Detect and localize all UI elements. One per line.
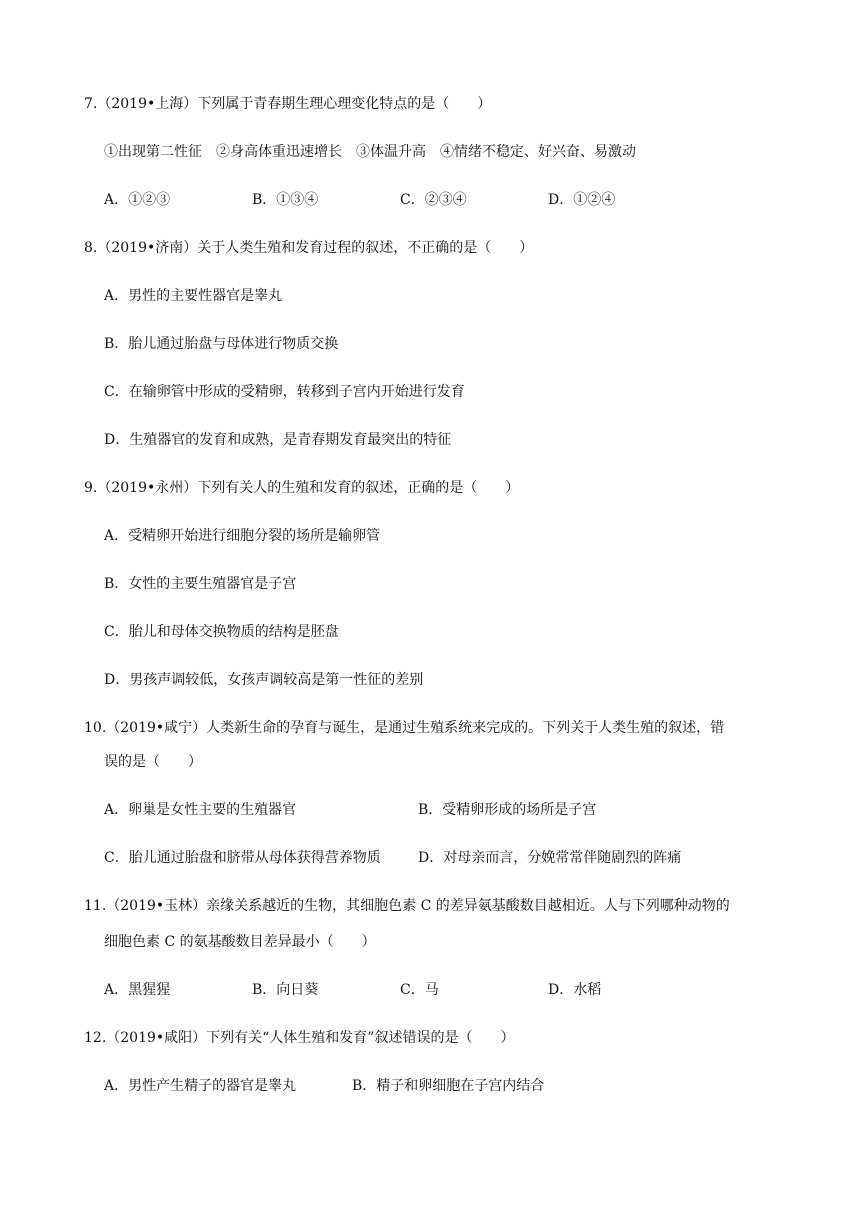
question-12-stem: 12.（2019•咸阳）下列有关“人体生殖和发育”叙述错误的是（ ） [84,1030,515,1046]
question-10-option-c: C．胎儿通过胎盘和脐带从母体获得营养物质 [104,850,381,866]
question-7-option-c: C．②③④ [400,192,467,208]
question-7-statement: ①出现第二性征 ②身高体重迅速增长 ③体温升高 ④情绪不稳定、好兴奋、易激动 [104,144,636,160]
question-10-option-a: A．卵巢是女性主要的生殖器官 [104,802,297,818]
question-8-stem: 8.（2019•济南）关于人类生殖和发育过程的叙述，不正确的是（ ） [84,240,534,256]
question-10-stem-continued: 误的是（ ） [104,754,202,770]
question-11-option-c: C．马 [400,982,439,998]
question-10-option-d: D．对母亲而言，分娩常常伴随剧烈的阵痛 [418,850,682,866]
question-11-option-a: A．黑猩猩 [104,982,171,998]
question-10-option-b: B．受精卵形成的场所是子宫 [418,802,597,818]
question-9-option-b: B．女性的主要生殖器官是子宫 [104,576,297,592]
question-10-stem: 10.（2019•咸宁）人类新生命的孕育与诞生，是通过生殖系统来完成的。下列关于人类生殖的叙述，错 [84,720,725,736]
question-9-option-c: C．胎儿和母体交换物质的结构是胚盘 [104,624,339,640]
question-8-option-c: C．在输卵管中形成的受精卵，转移到子宫内开始进行发育 [104,384,465,400]
question-8-option-a: A．男性的主要性器官是睾丸 [104,288,283,304]
question-11-option-b: B．向日葵 [252,982,319,998]
question-7-option-b: B．①③④ [252,192,319,208]
question-9-option-a: A．受精卵开始进行细胞分裂的场所是输卵管 [104,528,381,544]
question-8-option-b: B．胎儿通过胎盘与母体进行物质交换 [104,336,339,352]
question-11-stem-continued: 细胞色素 C 的氨基酸数目差异最小（ ） [104,934,376,950]
question-12-option-b: B．精子和卵细胞在子宫内结合 [352,1078,545,1094]
question-11-option-d: D．水稻 [548,982,602,998]
question-7-option-d: D．①②④ [548,192,616,208]
question-12-option-a: A．男性产生精子的器官是睾丸 [104,1078,297,1094]
question-7-option-a: A．①②③ [104,192,171,208]
question-9-option-d: D．男孩声调较低，女孩声调较高是第一性征的差别 [104,672,424,688]
question-8-option-d: D．生殖器官的发育和成熟，是青春期发育最突出的特征 [104,432,452,448]
question-9-stem: 9.（2019•永州）下列有关人的生殖和发育的叙述，正确的是（ ） [84,480,520,496]
question-11-stem: 11.（2019•玉林）亲缘关系越近的生物，其细胞色素 C 的差异氨基酸数目越相近。人与下列哪种动物的 [84,898,730,914]
question-7-stem: 7.（2019•上海）下列属于青春期生理心理变化特点的是（ ） [84,96,492,112]
